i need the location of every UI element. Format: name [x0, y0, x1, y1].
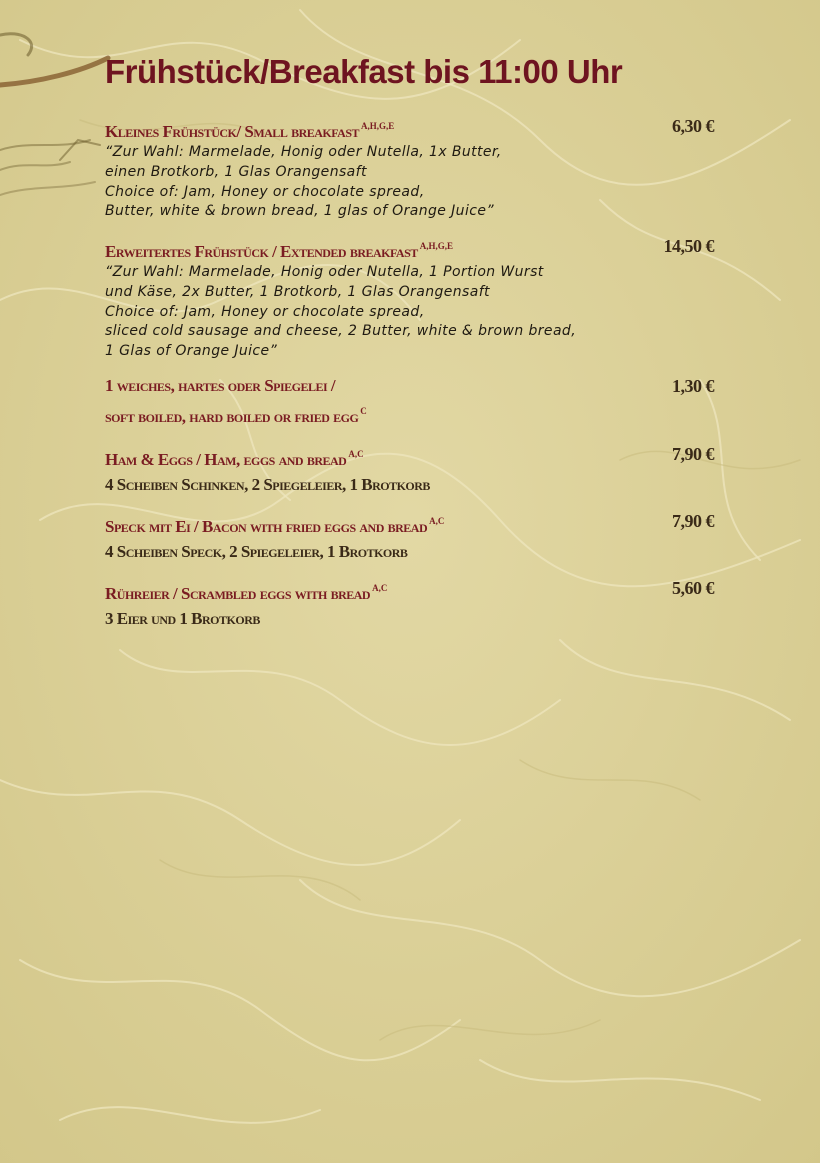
- item-subline: 3 Eier und 1 Brotkorb: [105, 609, 260, 628]
- item-description-line: Butter, white & brown bread, 1 glas of Orange Juice”: [105, 203, 495, 220]
- item-description-line: 1 Glas of Orange Juice”: [105, 343, 278, 360]
- item-name: Speck mit Ei / Bacon with fried eggs and bread $^{A,C}$: [105, 516, 445, 536]
- item-description-line: Choice of: Jam, Honey or chocolate spread,: [105, 303, 425, 320]
- item-price: 14,50 €: [663, 236, 714, 256]
- allergen-codes: A,C: [348, 449, 364, 459]
- item-description-line: sliced cold sausage and cheese, 2 Butter, white & brown bread,: [105, 323, 577, 340]
- allergen-codes: C: [360, 406, 367, 416]
- menu-item-ham-eggs: [105, 443, 717, 496]
- item-price: 7,90 €: [672, 511, 714, 531]
- menu-item-extended-breakfast: [105, 235, 717, 362]
- item-price: 1,30 €: [672, 376, 714, 396]
- item-name: Erweitertes Frühstück / Extended breakfast $^{A,H,G,E}$: [105, 241, 454, 261]
- item-price: 7,90 €: [672, 444, 714, 464]
- item-subline: soft boiled, hard boiled or fried egg $^C$: [105, 406, 367, 426]
- allergen-codes: A,C: [429, 516, 445, 526]
- allergen-codes: A,H,G,E: [361, 121, 395, 131]
- item-name: Rühreier / Scrambled eggs with bread $^{A,C}$: [105, 583, 388, 603]
- allergen-codes: A,C: [372, 583, 388, 593]
- item-description-line: “Zur Wahl: Marmelade, Honig oder Nutella, 1x Butter,: [105, 144, 502, 160]
- item-description-line: und Käse, 2x Butter, 1 Brotkorb, 1 Glas Orangensaft: [105, 283, 490, 300]
- item-name: Ham & Eggs / Ham, eggs and bread $^{A,C}$: [105, 449, 364, 469]
- item-description-line: einen Brotkorb, 1 Glas Orangensaft: [105, 163, 367, 180]
- item-name: 1 weiches, hartes oder Spiegelei /: [105, 376, 336, 395]
- page-title: Frühstück/Breakfast bis 11:00 Uhr: [105, 53, 623, 90]
- item-subline: 4 Scheiben Schinken, 2 Spiegeleier, 1 Brotkorb: [105, 475, 430, 494]
- item-subline: 4 Scheiben Speck, 2 Spiegeleier, 1 Brotkorb: [105, 542, 408, 561]
- item-name: Kleines Frühstück/ Small breakfast $^{A,H,G,E}$: [105, 121, 395, 141]
- item-description-line: “Zur Wahl: Marmelade, Honig oder Nutella, 1 Portion Wurst: [105, 264, 544, 280]
- item-description-line: Choice of: Jam, Honey or chocolate spread,: [105, 183, 425, 200]
- item-price: 6,30 €: [672, 116, 714, 136]
- menu-item-bacon-eggs: [105, 510, 717, 563]
- allergen-codes: A,H,G,E: [419, 241, 454, 251]
- menu-item-small-breakfast: [105, 115, 717, 222]
- menu-item-egg: [105, 375, 717, 428]
- menu-item-scrambled-eggs: [105, 577, 717, 630]
- item-price: 5,60 €: [672, 578, 714, 598]
